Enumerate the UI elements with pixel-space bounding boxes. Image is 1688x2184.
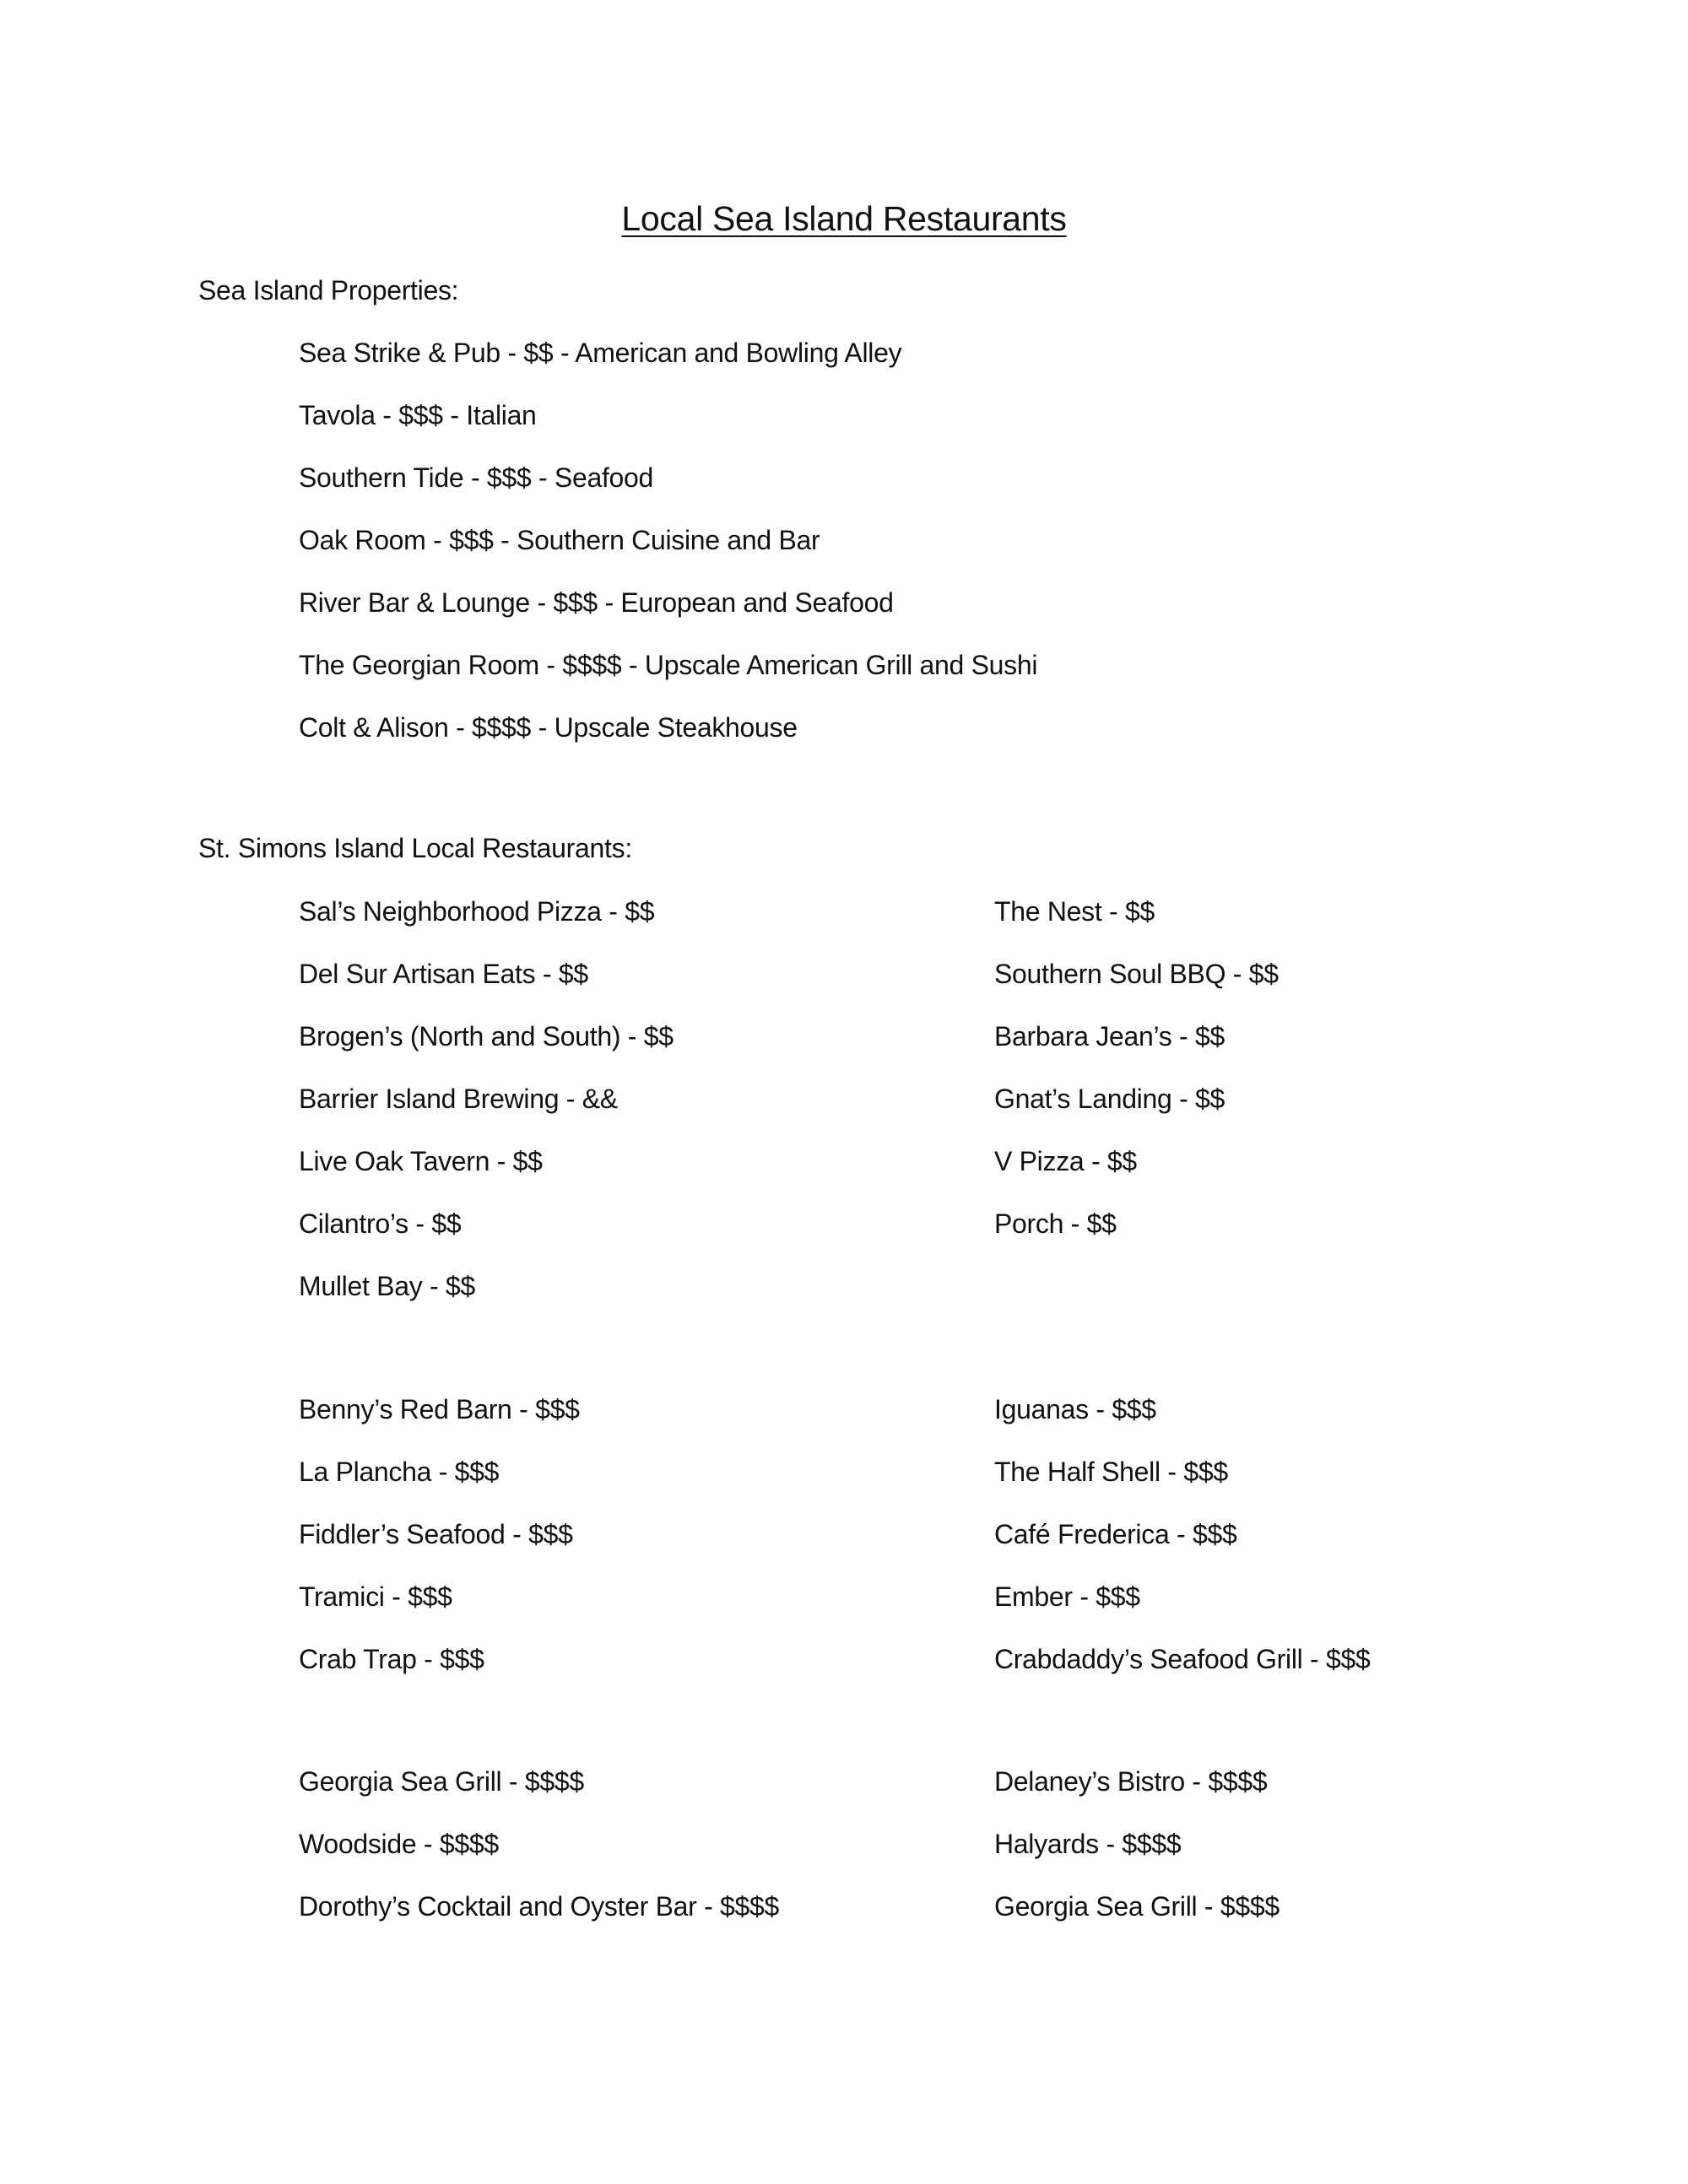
restaurant-item: Barrier Island Brewing - && xyxy=(299,1084,618,1114)
restaurant-item: Mullet Bay - $$ xyxy=(299,1271,475,1301)
page-title: Local Sea Island Restaurants xyxy=(621,199,1067,238)
restaurant-item: Gnat’s Landing - $$ xyxy=(994,1084,1225,1114)
restaurant-item: Ember - $$$ xyxy=(994,1581,1140,1612)
restaurant-item: Woodside - $$$$ xyxy=(299,1829,499,1859)
restaurant-item: Live Oak Tavern - $$ xyxy=(299,1146,543,1176)
st-simons-group2-left xyxy=(299,1378,580,1690)
restaurant-item: Cilantro’s - $$ xyxy=(299,1208,462,1239)
restaurant-item: Crabdaddy’s Seafood Grill - $$$ xyxy=(994,1644,1371,1674)
st-simons-group2-right xyxy=(994,1378,1370,1690)
restaurant-item: Dorothy’s Cocktail and Oyster Bar - $$$$ xyxy=(299,1891,780,1922)
restaurant-item: Barbara Jean’s - $$ xyxy=(994,1021,1225,1051)
restaurant-item: Southern Tide - $$$ - Seafood xyxy=(299,462,654,493)
restaurant-item: Brogen’s (North and South) - $$ xyxy=(299,1021,674,1051)
restaurant-item: Sea Strike & Pub - $$ - American and Bowling Alley xyxy=(299,338,902,368)
sea-island-list xyxy=(299,322,1037,759)
restaurant-item: Georgia Sea Grill - $$$$ xyxy=(299,1766,584,1797)
restaurant-item: Benny’s Red Barn - $$$ xyxy=(299,1394,580,1424)
section-heading-st-simons: St. Simons Island Local Restaurants: xyxy=(198,833,632,863)
restaurant-item: Delaney’s Bistro - $$$$ xyxy=(994,1766,1268,1797)
restaurant-item: Tavola - $$$ - Italian xyxy=(299,400,537,430)
restaurant-item: Colt & Alison - $$$$ - Upscale Steakhouse xyxy=(299,712,798,743)
st-simons-group1-right xyxy=(994,880,1279,1255)
restaurant-item: Southern Soul BBQ - $$ xyxy=(994,959,1279,989)
restaurant-item: The Nest - $$ xyxy=(994,896,1155,927)
restaurant-item: Porch - $$ xyxy=(994,1208,1117,1239)
restaurant-item: Georgia Sea Grill - $$$$ xyxy=(994,1891,1280,1922)
restaurant-item: Café Frederica - $$$ xyxy=(994,1519,1237,1549)
restaurant-item: Tramici - $$$ xyxy=(299,1581,452,1612)
section-heading-sea-island: Sea Island Properties: xyxy=(198,275,459,305)
st-simons-group3-right xyxy=(994,1750,1280,1938)
st-simons-group3-left xyxy=(299,1750,779,1938)
restaurant-item: La Plancha - $$$ xyxy=(299,1457,500,1487)
restaurant-item: River Bar & Lounge - $$$ - European and Seafood xyxy=(299,587,894,618)
restaurant-item: Crab Trap - $$$ xyxy=(299,1644,484,1674)
st-simons-group1-left xyxy=(299,880,674,1317)
restaurant-item: Fiddler’s Seafood - $$$ xyxy=(299,1519,573,1549)
restaurant-item: Iguanas - $$$ xyxy=(994,1394,1156,1424)
restaurant-item: Halyards - $$$$ xyxy=(994,1829,1182,1859)
restaurant-item: V Pizza - $$ xyxy=(994,1146,1137,1176)
restaurant-item: The Half Shell - $$$ xyxy=(994,1457,1228,1487)
restaurant-item: Del Sur Artisan Eats - $$ xyxy=(299,959,588,989)
restaurant-item: Oak Room - $$$ - Southern Cuisine and Bar xyxy=(299,525,820,555)
restaurant-item: The Georgian Room - $$$$ - Upscale American Grill and Sushi xyxy=(299,650,1038,680)
restaurant-item: Sal’s Neighborhood Pizza - $$ xyxy=(299,896,655,927)
